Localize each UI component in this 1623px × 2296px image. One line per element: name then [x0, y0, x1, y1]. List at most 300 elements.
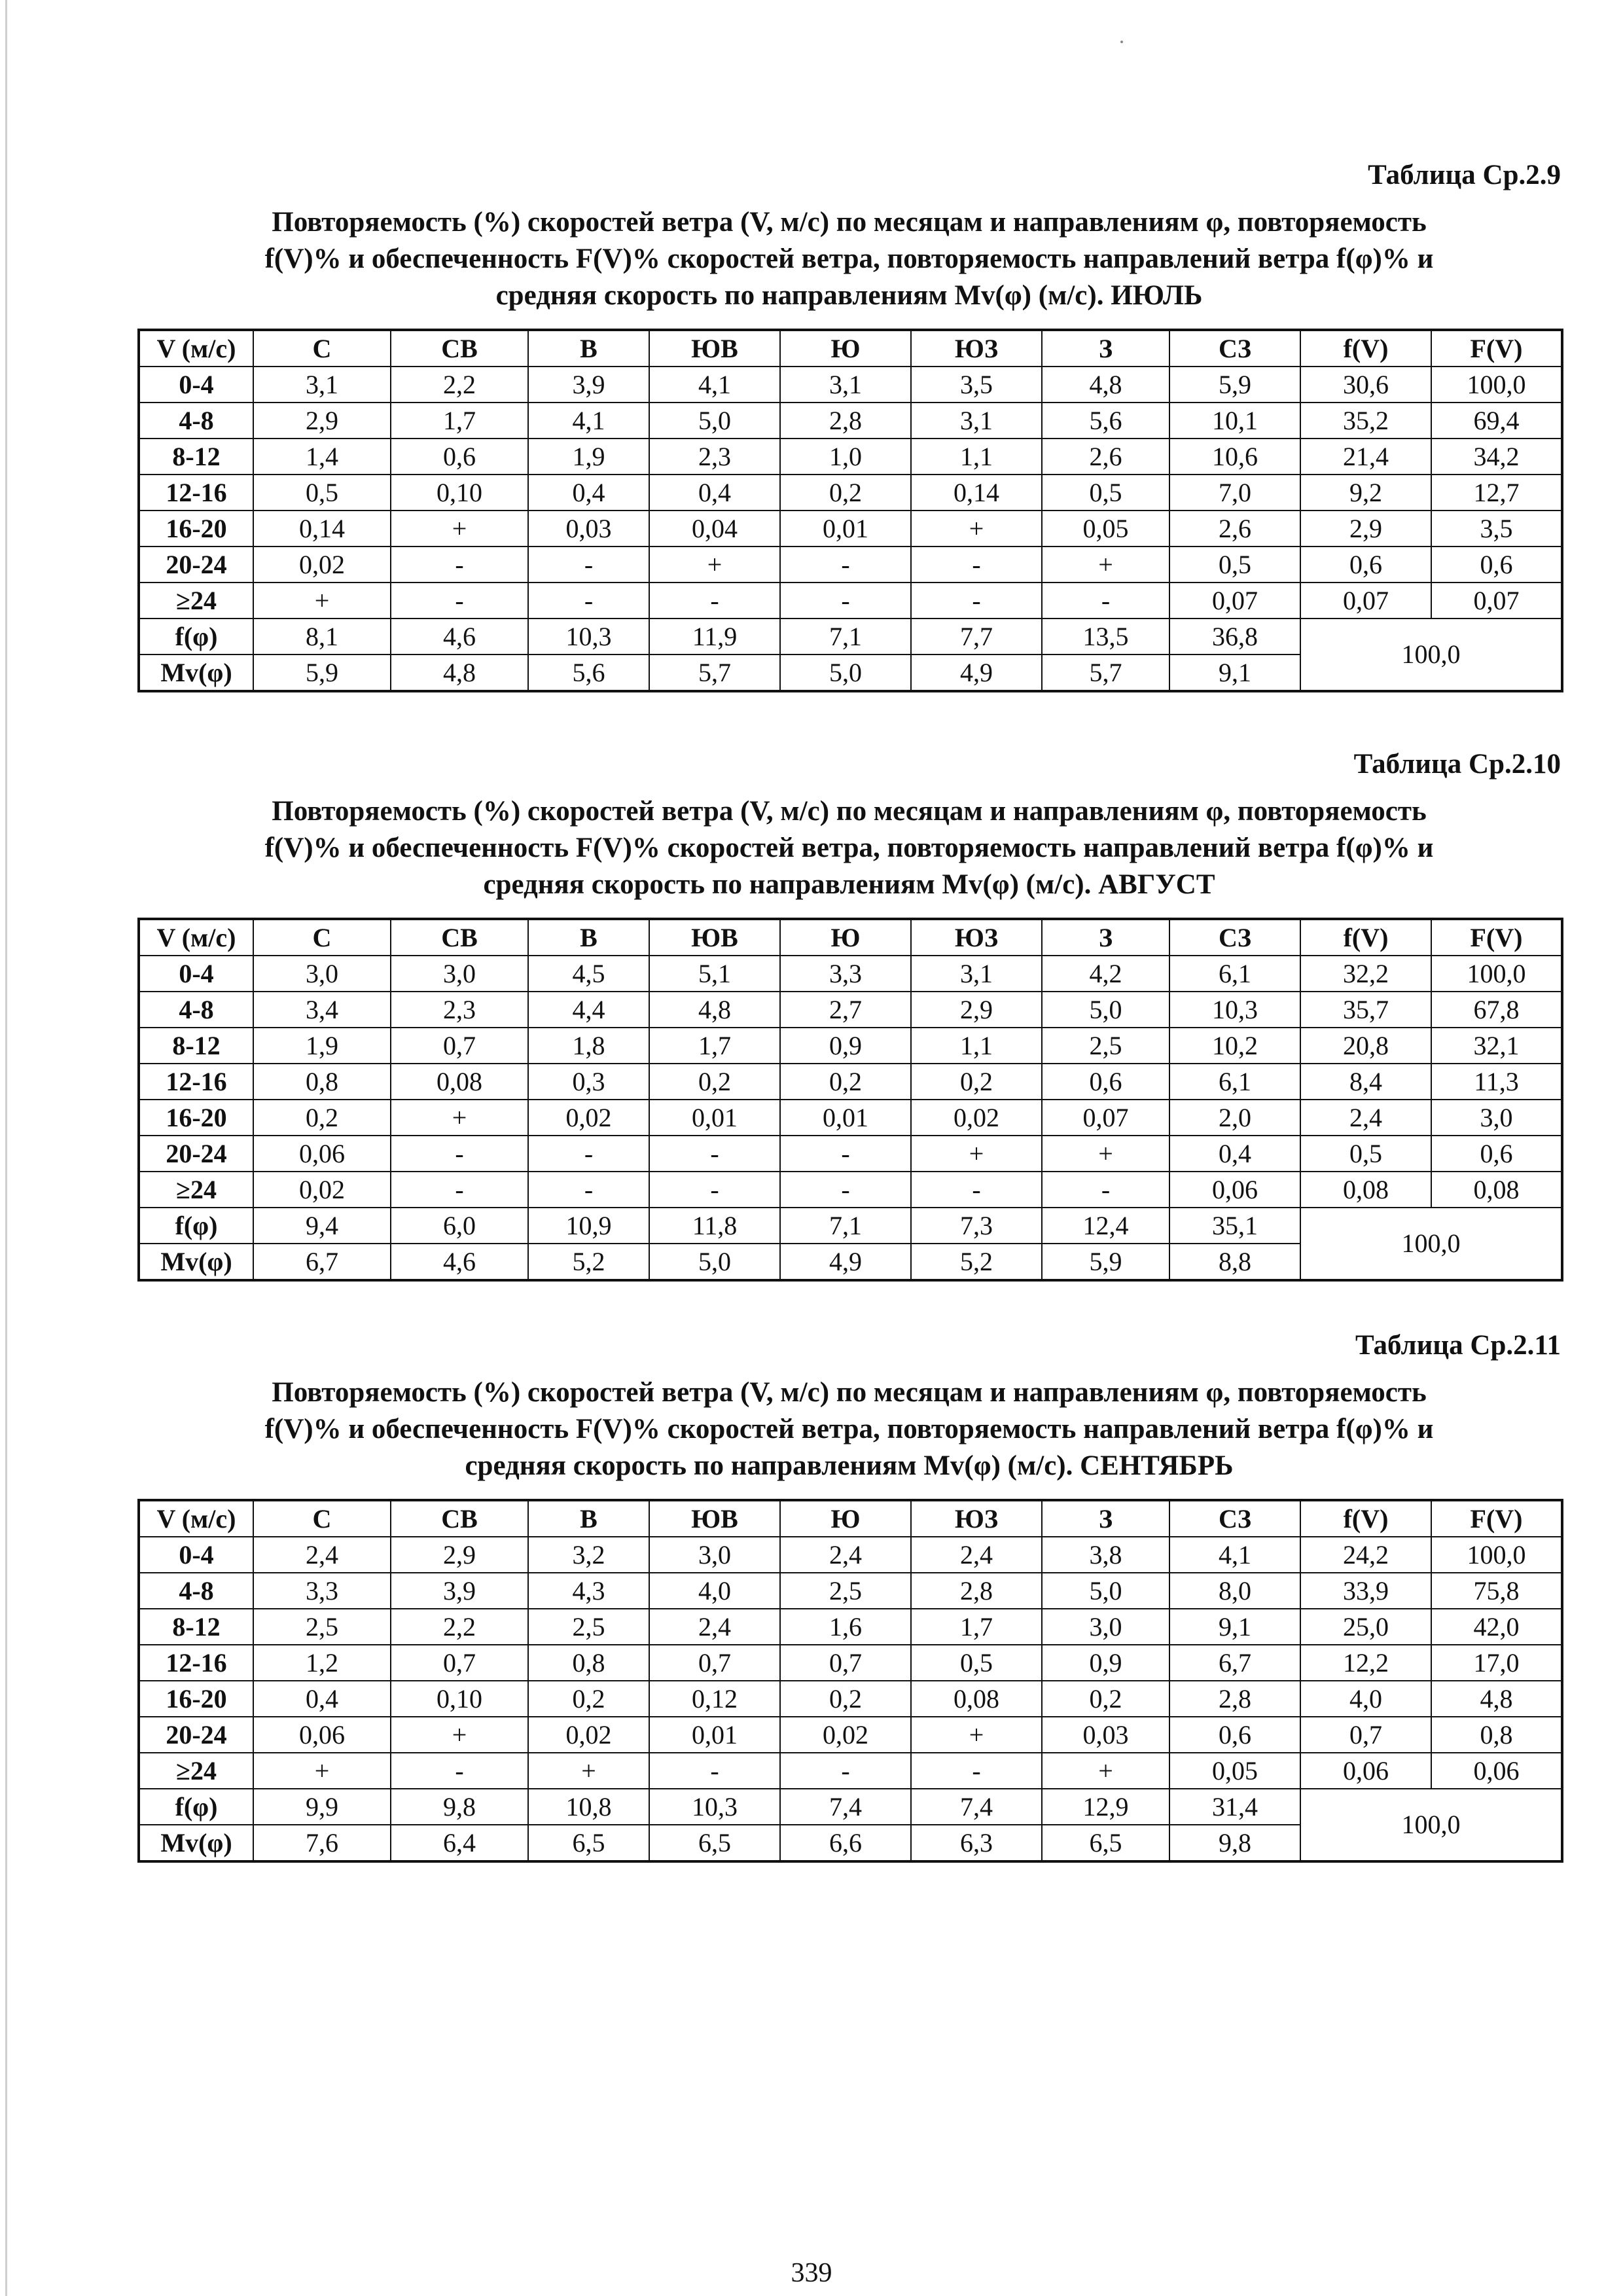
table-cell: 6,1 — [1169, 956, 1300, 992]
table-cell: 2,3 — [391, 992, 528, 1028]
table-row — [139, 547, 1562, 583]
table-cell: 0,7 — [780, 1645, 911, 1681]
table-cell: 6,5 — [528, 1825, 649, 1861]
table-cell: 0,02 — [911, 1100, 1042, 1136]
table-cell: - — [649, 1136, 780, 1172]
table-cell: 2,4 — [253, 1537, 391, 1573]
table-cell: 0,2 — [780, 1681, 911, 1717]
table-cell: 3,8 — [1042, 1537, 1169, 1573]
table-cell: 4,0 — [1300, 1681, 1431, 1717]
caption-line: Повторяемость (%) скоростей ветра (V, м/с) по месяцам и направлениям φ, повторяемость — [272, 1377, 1427, 1408]
table-cell: 1,8 — [528, 1028, 649, 1064]
column-header: З — [1042, 1500, 1169, 1537]
row-label: 20-24 — [139, 1717, 253, 1753]
table-cell: 0,7 — [649, 1645, 780, 1681]
table-cell: 12,2 — [1300, 1645, 1431, 1681]
table-cell: 3,1 — [253, 367, 391, 403]
table-number: Таблица Ср.2.9 — [1368, 160, 1561, 190]
table-cell: 0,9 — [1042, 1645, 1169, 1681]
caption-line: f(V)% и обеспеченность F(V)% скоростей ветра, повторяемость направлений ветра f(φ)% и — [264, 1414, 1434, 1444]
table-cell: 0,02 — [528, 1100, 649, 1136]
column-header: СВ — [391, 330, 528, 367]
table-row — [139, 1753, 1562, 1789]
table-cell: 4,3 — [528, 1573, 649, 1609]
page-number: 339 — [791, 2258, 832, 2288]
table-cell: 0,8 — [1431, 1717, 1562, 1753]
table-cell: 6,1 — [1169, 1064, 1300, 1100]
table-cell: 0,5 — [253, 475, 391, 511]
table-cell: 0,2 — [1042, 1681, 1169, 1717]
wind-table — [137, 329, 1563, 692]
table-cell: 5,7 — [649, 655, 780, 691]
table-cell: 3,4 — [253, 992, 391, 1028]
table-cell: - — [649, 583, 780, 619]
caption-line: f(V)% и обеспеченность F(V)% скоростей ветра, повторяемость направлений ветра f(φ)% и — [264, 243, 1434, 274]
column-header: V (м/с) — [139, 330, 253, 367]
table-caption — [137, 793, 1561, 903]
table-cell: 7,1 — [780, 1208, 911, 1244]
table-caption — [137, 1374, 1561, 1484]
table-cell: - — [1042, 583, 1169, 619]
table-cell: - — [391, 1136, 528, 1172]
table-cell: 3,9 — [528, 367, 649, 403]
row-label: Mv(φ) — [139, 1825, 253, 1861]
table-cell: + — [253, 583, 391, 619]
table-cell: 3,9 — [391, 1573, 528, 1609]
table-cell: 20,8 — [1300, 1028, 1431, 1064]
row-label: 4-8 — [139, 1573, 253, 1609]
table-row — [139, 367, 1562, 403]
column-header: F(V) — [1431, 330, 1562, 367]
table-cell: 0,4 — [253, 1681, 391, 1717]
table-row — [139, 403, 1562, 439]
column-header: ЮВ — [649, 919, 780, 956]
direction-frequency-row — [139, 619, 1562, 655]
table-cell: 4,2 — [1042, 956, 1169, 992]
table-cell: - — [911, 1753, 1042, 1789]
table-cell: 0,6 — [391, 439, 528, 475]
table-row — [139, 992, 1562, 1028]
caption-line: Повторяемость (%) скоростей ветра (V, м/с) по месяцам и направлениям φ, повторяемость — [272, 207, 1427, 238]
table-cell: 2,9 — [1300, 511, 1431, 547]
table-cell: 7,3 — [911, 1208, 1042, 1244]
table-cell: + — [391, 1100, 528, 1136]
table-cell: 0,01 — [780, 1100, 911, 1136]
row-label: 8-12 — [139, 1028, 253, 1064]
table-cell: 6,4 — [391, 1825, 528, 1861]
table-cell: + — [1042, 1136, 1169, 1172]
table-cell: 3,3 — [253, 1573, 391, 1609]
table-cell: 0,8 — [253, 1064, 391, 1100]
table-cell: 2,8 — [911, 1573, 1042, 1609]
table-cell: 3,3 — [780, 956, 911, 992]
table-cell: 6,7 — [253, 1244, 391, 1280]
table-cell: 6,6 — [780, 1825, 911, 1861]
table-cell: 3,0 — [1431, 1100, 1562, 1136]
column-header: ЮЗ — [911, 1500, 1042, 1537]
table-cell: - — [528, 583, 649, 619]
table-cell: 0,08 — [391, 1064, 528, 1100]
column-header: С — [253, 919, 391, 956]
column-header: f(V) — [1300, 330, 1431, 367]
table-cell: 8,8 — [1169, 1244, 1300, 1280]
table-cell: 0,07 — [1042, 1100, 1169, 1136]
table-cell: - — [780, 547, 911, 583]
table-cell: - — [528, 1172, 649, 1208]
table-cell: 4,9 — [780, 1244, 911, 1280]
table-cell: 7,4 — [780, 1789, 911, 1825]
row-label: 4-8 — [139, 992, 253, 1028]
row-label: 0-4 — [139, 1537, 253, 1573]
table-cell: - — [649, 1172, 780, 1208]
table-cell: 0,9 — [780, 1028, 911, 1064]
row-label: 20-24 — [139, 547, 253, 583]
table-cell: 69,4 — [1431, 403, 1562, 439]
table-cell: 2,2 — [391, 367, 528, 403]
table-cell: + — [528, 1753, 649, 1789]
table-cell: 4,8 — [391, 655, 528, 691]
direction-frequency-row — [139, 1208, 1562, 1244]
table-cell: 6,3 — [911, 1825, 1042, 1861]
table-cell: 5,6 — [528, 655, 649, 691]
table-cell: 2,2 — [391, 1609, 528, 1645]
table-cell: 0,01 — [649, 1100, 780, 1136]
wind-table — [137, 918, 1563, 1282]
table-cell: 11,8 — [649, 1208, 780, 1244]
header-row — [139, 330, 1562, 367]
table-cell: 0,08 — [1300, 1172, 1431, 1208]
table-row — [139, 956, 1562, 992]
table-cell: - — [391, 1753, 528, 1789]
table-cell: + — [649, 547, 780, 583]
table-row — [139, 1136, 1562, 1172]
column-header: В — [528, 919, 649, 956]
column-header: С — [253, 1500, 391, 1537]
caption-line: средняя скорость по направлениям Mv(φ) (м/с). СЕНТЯБРЬ — [465, 1450, 1234, 1481]
table-cell: 25,0 — [1300, 1609, 1431, 1645]
table-cell: 2,5 — [253, 1609, 391, 1645]
table-cell: - — [391, 547, 528, 583]
table-cell: 100,0 — [1431, 367, 1562, 403]
table-cell: 10,3 — [528, 619, 649, 655]
table-cell: 0,4 — [1169, 1136, 1300, 1172]
column-header: Ю — [780, 1500, 911, 1537]
table-cell: 9,9 — [253, 1789, 391, 1825]
table-cell: 31,4 — [1169, 1789, 1300, 1825]
table-cell: 5,0 — [1042, 992, 1169, 1028]
table-cell: 2,3 — [649, 439, 780, 475]
row-label: 0-4 — [139, 956, 253, 992]
table-cell: 32,2 — [1300, 956, 1431, 992]
table-cell: 6,5 — [1042, 1825, 1169, 1861]
table-cell: 7,4 — [911, 1789, 1042, 1825]
table-cell: + — [253, 1753, 391, 1789]
table-cell: 2,8 — [1169, 1681, 1300, 1717]
table-cell: 0,5 — [1169, 547, 1300, 583]
table-cell: 12,4 — [1042, 1208, 1169, 1244]
table-cell: 5,9 — [1169, 367, 1300, 403]
table-row — [139, 1100, 1562, 1136]
table-cell: 5,0 — [649, 403, 780, 439]
table-cell: 9,8 — [1169, 1825, 1300, 1861]
table-cell: 0,6 — [1042, 1064, 1169, 1100]
table-row — [139, 583, 1562, 619]
table-cell: 5,2 — [911, 1244, 1042, 1280]
table-cell: 0,6 — [1300, 547, 1431, 583]
table-cell: 0,5 — [1042, 475, 1169, 511]
table-cell: 3,0 — [649, 1537, 780, 1573]
table-cell: 0,2 — [528, 1681, 649, 1717]
table-number: Таблица Ср.2.11 — [1355, 1330, 1561, 1361]
column-header: ЮЗ — [911, 919, 1042, 956]
column-header: Ю — [780, 330, 911, 367]
table-cell: 10,3 — [1169, 992, 1300, 1028]
table-cell: 0,10 — [391, 1681, 528, 1717]
table-cell: 1,1 — [911, 439, 1042, 475]
table-cell: 7,1 — [780, 619, 911, 655]
table-cell: - — [528, 1136, 649, 1172]
table-cell: 0,12 — [649, 1681, 780, 1717]
table-cell: 17,0 — [1431, 1645, 1562, 1681]
table-cell: 5,2 — [528, 1244, 649, 1280]
column-header: ЮЗ — [911, 330, 1042, 367]
table-cell: - — [1042, 1172, 1169, 1208]
table-cell: 0,10 — [391, 475, 528, 511]
table-cell: - — [911, 1172, 1042, 1208]
table-cell: 5,9 — [253, 655, 391, 691]
table-cell: 0,06 — [1431, 1753, 1562, 1789]
table-cell: 0,04 — [649, 511, 780, 547]
column-header: СЗ — [1169, 330, 1300, 367]
row-label: 8-12 — [139, 439, 253, 475]
table-cell: 0,7 — [391, 1645, 528, 1681]
table-cell: 0,7 — [1300, 1717, 1431, 1753]
table-cell: 0,2 — [253, 1100, 391, 1136]
table-cell: 1,1 — [911, 1028, 1042, 1064]
table-block-july — [137, 157, 1561, 692]
row-label: ≥24 — [139, 1172, 253, 1208]
table-cell: 4,6 — [391, 1244, 528, 1280]
row-label: f(φ) — [139, 1208, 253, 1244]
table-row — [139, 1537, 1562, 1573]
table-cell: 0,8 — [528, 1645, 649, 1681]
caption-line: средняя скорость по направлениям Mv(φ) (м/с). ИЮЛЬ — [495, 280, 1203, 311]
table-cell: - — [528, 547, 649, 583]
table-cell: 42,0 — [1431, 1609, 1562, 1645]
table-cell: 30,6 — [1300, 367, 1431, 403]
table-cell: 9,1 — [1169, 655, 1300, 691]
scan-edge — [5, 0, 7, 2296]
table-cell: 0,06 — [253, 1136, 391, 1172]
table-row — [139, 475, 1562, 511]
table-cell: 5,0 — [649, 1244, 780, 1280]
table-cell: + — [911, 1136, 1042, 1172]
table-cell: 4,8 — [1431, 1681, 1562, 1717]
table-row — [139, 511, 1562, 547]
row-label: 16-20 — [139, 1100, 253, 1136]
table-cell: 0,2 — [780, 1064, 911, 1100]
header-row — [139, 1500, 1562, 1537]
table-cell: 0,05 — [1169, 1753, 1300, 1789]
column-header: СЗ — [1169, 919, 1300, 956]
table-cell: 9,1 — [1169, 1609, 1300, 1645]
table-cell: + — [1042, 547, 1169, 583]
table-cell: 8,0 — [1169, 1573, 1300, 1609]
table-cell: 6,5 — [649, 1825, 780, 1861]
table-cell: 2,0 — [1169, 1100, 1300, 1136]
table-cell: + — [391, 1717, 528, 1753]
header-row — [139, 919, 1562, 956]
table-cell: 0,14 — [911, 475, 1042, 511]
table-cell: 0,4 — [528, 475, 649, 511]
table-cell: 2,8 — [780, 403, 911, 439]
row-label: Mv(φ) — [139, 1244, 253, 1280]
row-label: ≥24 — [139, 583, 253, 619]
table-cell: 1,9 — [253, 1028, 391, 1064]
table-cell: 2,4 — [649, 1609, 780, 1645]
table-cell: 0,06 — [1300, 1753, 1431, 1789]
table-cell: 0,3 — [528, 1064, 649, 1100]
table-cell: - — [780, 583, 911, 619]
table-row — [139, 1064, 1562, 1100]
table-cell: 7,7 — [911, 619, 1042, 655]
table-cell: 35,1 — [1169, 1208, 1300, 1244]
table-cell: 2,9 — [253, 403, 391, 439]
row-label: 20-24 — [139, 1136, 253, 1172]
column-header: ЮВ — [649, 330, 780, 367]
table-cell: 3,1 — [911, 956, 1042, 992]
table-cell: 10,2 — [1169, 1028, 1300, 1064]
table-cell: 3,5 — [911, 367, 1042, 403]
table-cell: 0,6 — [1431, 547, 1562, 583]
row-label: 16-20 — [139, 511, 253, 547]
table-cell: 2,4 — [911, 1537, 1042, 1573]
table-cell: 3,1 — [911, 403, 1042, 439]
table-cell: 4,5 — [528, 956, 649, 992]
table-cell: 0,6 — [1431, 1136, 1562, 1172]
table-cell: 0,02 — [253, 547, 391, 583]
direction-frequency-row — [139, 1789, 1562, 1825]
column-header: СЗ — [1169, 1500, 1300, 1537]
column-header: СВ — [391, 919, 528, 956]
table-cell: 0,07 — [1431, 583, 1562, 619]
row-label: 8-12 — [139, 1609, 253, 1645]
table-cell: 12,7 — [1431, 475, 1562, 511]
table-cell: 3,1 — [780, 367, 911, 403]
table-cell: 0,4 — [649, 475, 780, 511]
column-header: В — [528, 330, 649, 367]
table-cell: + — [911, 511, 1042, 547]
wind-table — [137, 1499, 1563, 1863]
table-cell: 0,01 — [780, 511, 911, 547]
table-cell: 0,06 — [253, 1717, 391, 1753]
table-cell: 10,6 — [1169, 439, 1300, 475]
table-cell: 0,2 — [649, 1064, 780, 1100]
column-header: F(V) — [1431, 919, 1562, 956]
table-cell: 1,4 — [253, 439, 391, 475]
table-cell: - — [391, 1172, 528, 1208]
table-cell: 2,5 — [780, 1573, 911, 1609]
table-cell: 4,1 — [649, 367, 780, 403]
column-header: F(V) — [1431, 1500, 1562, 1537]
row-label: 16-20 — [139, 1681, 253, 1717]
table-cell: 6,0 — [391, 1208, 528, 1244]
table-cell: 4,9 — [911, 655, 1042, 691]
scan-speck — [1120, 41, 1123, 43]
column-header: СВ — [391, 1500, 528, 1537]
column-header: В — [528, 1500, 649, 1537]
table-cell: 0,02 — [528, 1717, 649, 1753]
table-cell: 35,7 — [1300, 992, 1431, 1028]
table-cell: 2,5 — [1042, 1028, 1169, 1064]
table-cell: - — [911, 547, 1042, 583]
table-cell: 0,07 — [1300, 583, 1431, 619]
table-caption — [137, 204, 1561, 314]
table-cell: 1,6 — [780, 1609, 911, 1645]
table-cell: 0,07 — [1169, 583, 1300, 619]
table-row — [139, 1573, 1562, 1609]
total-cell: 100,0 — [1300, 1208, 1562, 1280]
row-label: f(φ) — [139, 1789, 253, 1825]
table-cell: 100,0 — [1431, 956, 1562, 992]
table-cell: 2,6 — [1042, 439, 1169, 475]
table-cell: 9,2 — [1300, 475, 1431, 511]
table-cell: + — [911, 1717, 1042, 1753]
table-cell: 0,03 — [1042, 1717, 1169, 1753]
table-cell: 5,7 — [1042, 655, 1169, 691]
table-cell: 4,8 — [649, 992, 780, 1028]
table-cell: 67,8 — [1431, 992, 1562, 1028]
table-cell: + — [391, 511, 528, 547]
table-cell: 4,8 — [1042, 367, 1169, 403]
table-cell: 33,9 — [1300, 1573, 1431, 1609]
table-row — [139, 439, 1562, 475]
table-cell: 1,9 — [528, 439, 649, 475]
table-cell: 2,9 — [391, 1537, 528, 1573]
table-cell: 2,6 — [1169, 511, 1300, 547]
row-label: f(φ) — [139, 619, 253, 655]
row-label: ≥24 — [139, 1753, 253, 1789]
table-cell: 100,0 — [1431, 1537, 1562, 1573]
table-cell: 2,9 — [911, 992, 1042, 1028]
table-cell: 0,05 — [1042, 511, 1169, 547]
total-cell: 100,0 — [1300, 1789, 1562, 1861]
table-cell: 8,1 — [253, 619, 391, 655]
table-cell: 0,14 — [253, 511, 391, 547]
table-cell: 4,1 — [1169, 1537, 1300, 1573]
table-number: Таблица Ср.2.10 — [1353, 749, 1561, 780]
table-cell: 2,4 — [1300, 1100, 1431, 1136]
table-cell: 8,4 — [1300, 1064, 1431, 1100]
table-cell: - — [649, 1753, 780, 1789]
table-row — [139, 1681, 1562, 1717]
table-row — [139, 1717, 1562, 1753]
table-cell: 10,8 — [528, 1789, 649, 1825]
table-cell: 2,5 — [528, 1609, 649, 1645]
table-cell: 0,03 — [528, 511, 649, 547]
table-cell: 4,6 — [391, 619, 528, 655]
table-cell: 3,5 — [1431, 511, 1562, 547]
table-cell: 10,3 — [649, 1789, 780, 1825]
table-cell: 0,02 — [780, 1717, 911, 1753]
table-cell: 4,0 — [649, 1573, 780, 1609]
row-label: 4-8 — [139, 403, 253, 439]
table-cell: 6,7 — [1169, 1645, 1300, 1681]
column-header: С — [253, 330, 391, 367]
column-header: f(V) — [1300, 1500, 1431, 1537]
table-cell: - — [911, 583, 1042, 619]
table-cell: 10,9 — [528, 1208, 649, 1244]
